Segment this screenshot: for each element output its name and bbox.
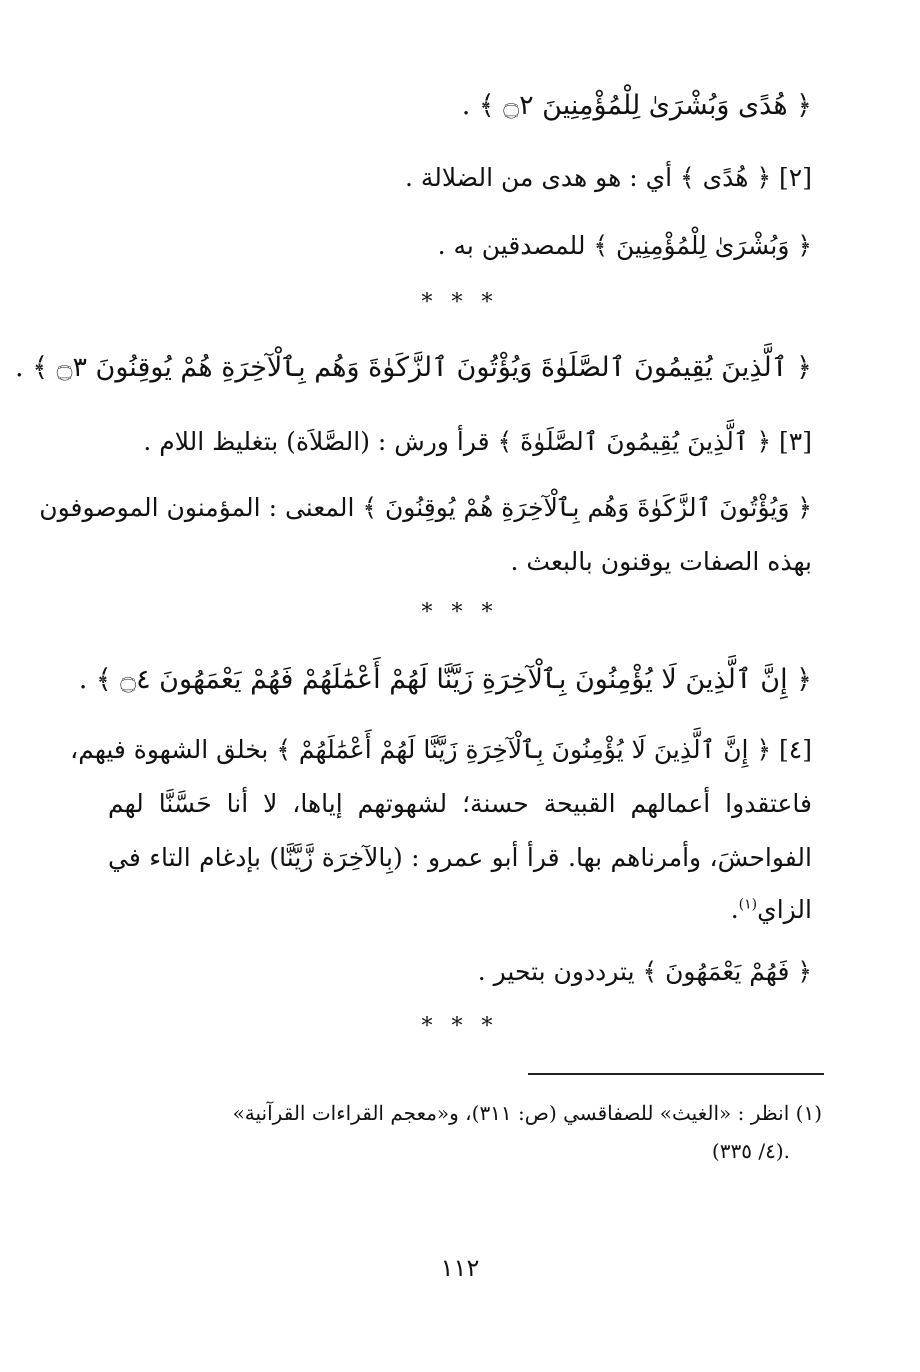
full-stop: . — [730, 895, 739, 924]
commentary-4-yamahun: ﴿ فَهُمْ يَعْمَهُونَ ﴾ يترددون بتحير . — [477, 957, 812, 986]
commentary-4-line4-text — [731, 895, 812, 924]
commentary-3-salah: [٣] ﴿ ٱلَّذِينَ يُقِيمُونَ ٱلصَّلَوٰةَ ﴾ قرأ ورش : (الصَّلاَة) بتغليظ اللام . — [143, 427, 812, 456]
verse-2-ending: ﴿ هُدًى وَبُشْرَىٰ لِلْمُؤْمِنِينَ ۝٢ ﴾ . — [461, 90, 812, 121]
section-separator: * * * — [421, 1014, 499, 1039]
commentary-2-huda: [٢] ﴿ هُدًى ﴾ أي : هو هدى من الضلالة . — [404, 163, 812, 192]
footnote-divider — [528, 1073, 824, 1075]
section-separator: * * * — [421, 600, 499, 625]
verse-3: ﴿ ٱلَّذِينَ يُقِيمُونَ ٱلصَّلَوٰةَ وَيُؤْتُونَ ٱلزَّكَوٰةَ وَهُم بِٱلْآخِرَةِ هُمْ يُوقِنُونَ ۝٣ ﴾ . — [15, 352, 812, 383]
footnote-line1: (١) انظر : «الغيث» للصفاقسي (ص: ٣١١)، و«معجم القراءات القرآنية» — [232, 1101, 822, 1125]
commentary-3-zakah-line2: بهذه الصفات يوقنون بالبعث . — [510, 547, 812, 576]
footnote-reference[interactable]: (١) — [738, 896, 758, 913]
zay-word: الزاي — [757, 895, 812, 924]
commentary-3-zakah-line1: ﴿ وَيُؤْتُونَ ٱلزَّكَوٰةَ وَهُم بِٱلْآخِرَةِ هُمْ يُوقِنُونَ ﴾ المعنى : المؤمنون الموصوفون — [39, 493, 812, 522]
section-separator: * * * — [421, 290, 499, 315]
commentary-4-line1: [٤] ﴿ إِنَّ ٱلَّذِينَ لَا يُؤْمِنُونَ بِٱلْآخِرَةِ زَيَّنَّا لَهُمْ أَعْمَٰلَهُمْ ﴾ بخلق الشهوة فيهم، — [70, 735, 812, 764]
footnote-line2: (٤/ ٣٣٥). — [711, 1139, 790, 1163]
commentary-4-line3: الفواحشَ، وأمرناهم بها. قرأ أبو عمرو : (بِالآخِرَة زَّيَّنَّا) بإدغام التاء في — [108, 843, 812, 872]
commentary-2-bushra: ﴿ وَبُشْرَىٰ لِلْمُؤْمِنِينَ ﴾ للمصدقين به . — [437, 231, 812, 260]
verse-4: ﴿ إِنَّ ٱلَّذِينَ لَا يُؤْمِنُونَ بِٱلْآخِرَةِ زَيَّنَّا لَهُمْ أَعْمَٰلَهُمْ فَهُمْ يَعْمَهُونَ ۝٤ ﴾ . — [78, 664, 812, 695]
commentary-4-line4 — [731, 890, 812, 930]
page-number: ١١٢ — [440, 1254, 480, 1282]
commentary-4-line2: فاعتقدوا أعمالهم القبيحة حسنة؛ لشهوتهم إياها، لا أنا حَسَّنَّا لهم — [108, 789, 812, 818]
